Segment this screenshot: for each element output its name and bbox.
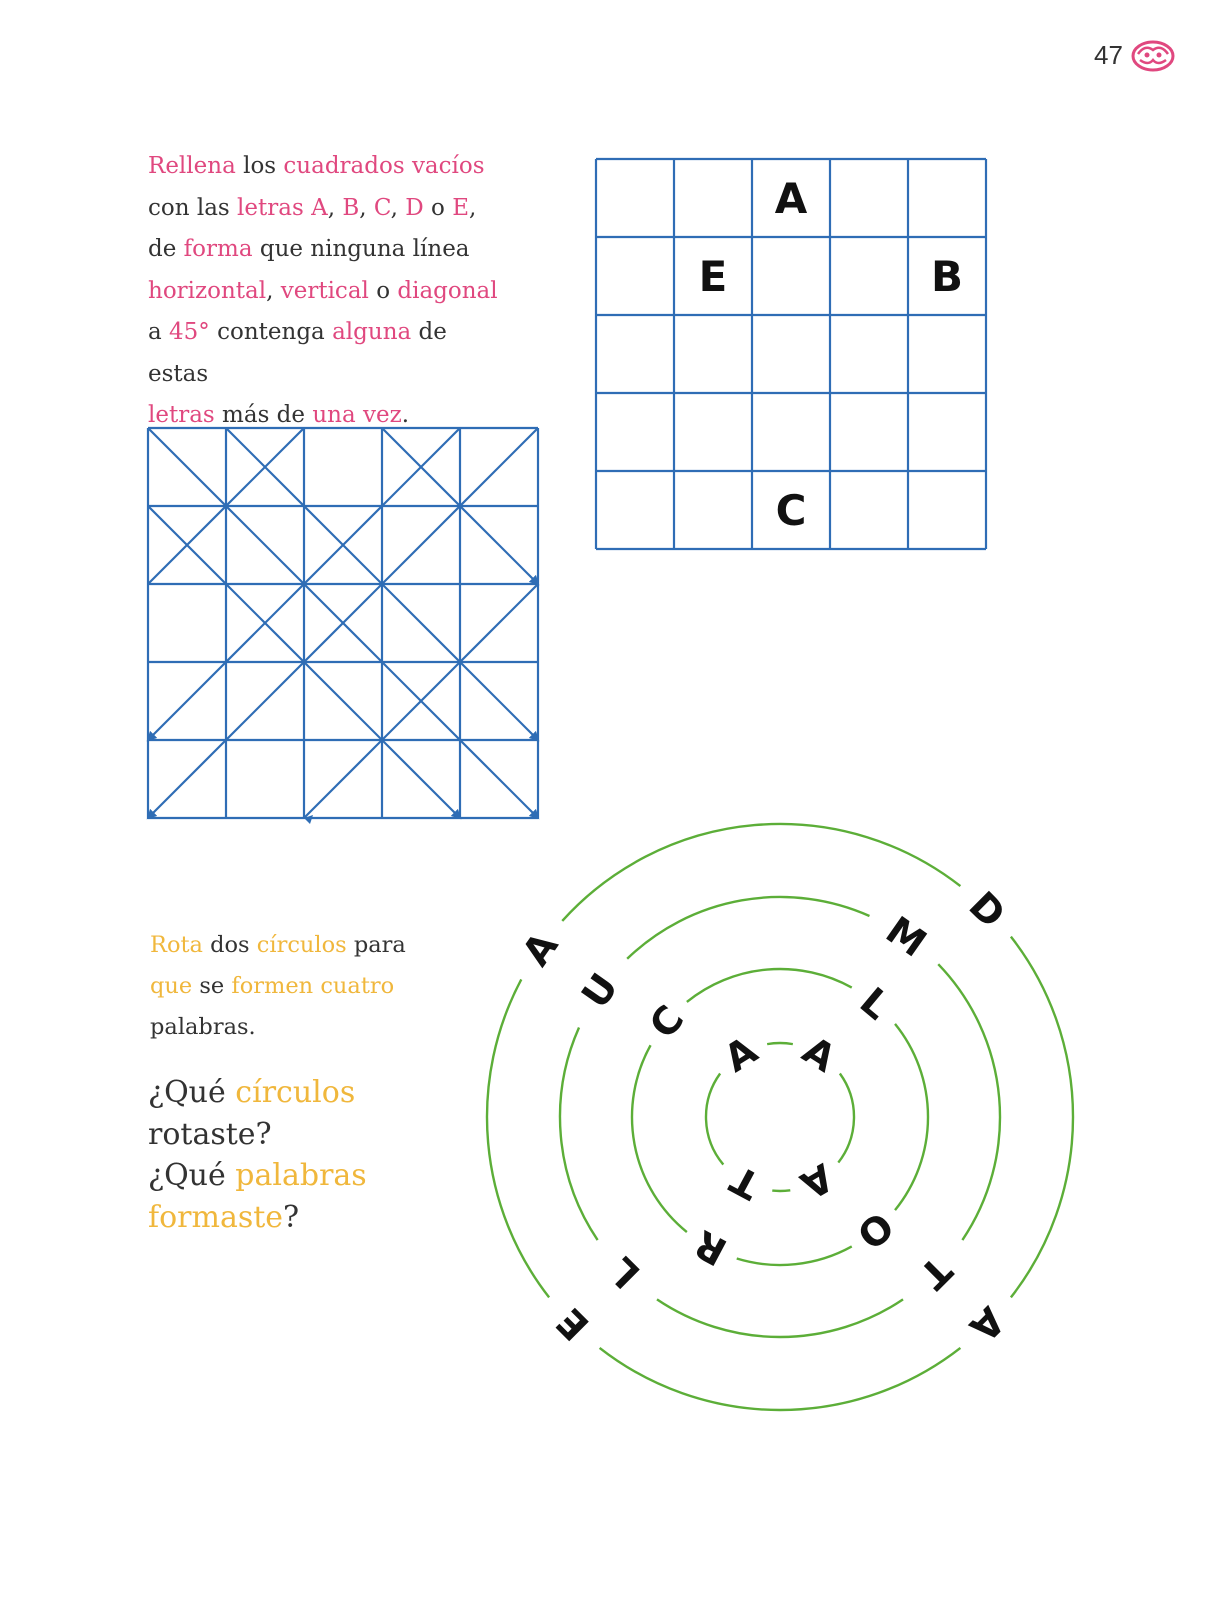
ring-letter: O xyxy=(848,1203,902,1258)
text-line xyxy=(148,146,508,188)
highlighted-word: círculos xyxy=(235,1075,356,1110)
text-segment: se xyxy=(192,973,232,999)
puzzle2-instruction xyxy=(150,925,470,1048)
highlighted-word: horizontal xyxy=(148,277,267,304)
puzzle2-questions xyxy=(148,1072,448,1238)
highlighted-word: palabras xyxy=(235,1158,367,1193)
highlighted-word: Rota xyxy=(150,932,203,958)
ring-letter: D xyxy=(960,883,1014,937)
text-line xyxy=(150,1007,470,1048)
text-segment: , xyxy=(266,277,281,304)
text-segment: los xyxy=(235,153,284,179)
circle-outer[interactable] xyxy=(600,1348,961,1410)
ring-letter: A xyxy=(793,1154,841,1208)
text-segment: o xyxy=(368,277,398,304)
text-line xyxy=(148,1072,448,1114)
text-segment: palabras. xyxy=(150,1014,256,1040)
text-line xyxy=(148,1197,448,1239)
text-segment: , xyxy=(390,194,406,221)
text-segment: más de xyxy=(214,402,313,428)
text-line xyxy=(148,188,508,230)
text-line xyxy=(148,312,508,395)
text-line xyxy=(150,925,470,966)
highlighted-word: E xyxy=(452,194,469,221)
ring-letter: R xyxy=(687,1221,734,1274)
text-segment: , xyxy=(359,194,374,221)
text-line xyxy=(148,271,508,313)
circle-inner[interactable] xyxy=(706,1074,723,1165)
grid-cell-letter: A xyxy=(774,174,808,223)
highlighted-word: que xyxy=(150,973,193,999)
highlighted-word: una vez xyxy=(312,402,402,428)
text-segment: , xyxy=(469,194,477,221)
text-line xyxy=(148,1155,448,1197)
text-segment: de xyxy=(148,236,184,262)
text-line xyxy=(148,229,508,271)
ring-letter: M xyxy=(878,907,935,966)
text-segment: rotaste? xyxy=(148,1116,272,1152)
text-segment: dos xyxy=(202,932,257,958)
text-segment: que ninguna línea xyxy=(252,236,470,262)
highlighted-word: forma xyxy=(183,236,253,262)
text-segment: para xyxy=(346,932,406,958)
ring-letter: A xyxy=(716,1027,765,1081)
circle-third[interactable] xyxy=(687,969,852,1002)
highlighted-word: letras A xyxy=(237,194,328,221)
grid-cell-letter: E xyxy=(698,252,728,301)
ring-letter: L xyxy=(851,978,899,1029)
circle-inner[interactable] xyxy=(767,1043,793,1044)
circle-outer[interactable] xyxy=(487,979,549,1297)
text-segment: a xyxy=(148,319,170,345)
ring-letter: U xyxy=(572,965,627,1017)
text-segment: ¿Qué xyxy=(148,1158,236,1193)
puzzle1-instruction xyxy=(148,146,508,437)
ring-letter: L xyxy=(600,1248,649,1297)
ring-letter: A xyxy=(513,924,567,974)
circle-inner[interactable] xyxy=(838,1074,854,1163)
highlighted-word: alguna xyxy=(332,319,412,345)
publisher-logo-icon xyxy=(1130,36,1176,76)
highlighted-word: Rellena xyxy=(148,153,236,179)
ring-letter: T xyxy=(723,1156,768,1208)
text-segment: contenga xyxy=(209,319,333,345)
text-segment: ¿Qué xyxy=(148,1075,236,1110)
grid-cell-letter: C xyxy=(775,486,807,535)
highlighted-word: C xyxy=(373,194,391,221)
highlighted-word: diagonal xyxy=(397,277,498,304)
highlighted-word: cuadrados vacíos xyxy=(283,153,485,179)
circle-third[interactable] xyxy=(632,1045,687,1232)
circle-second[interactable] xyxy=(938,964,1000,1240)
circle-second[interactable] xyxy=(560,1028,598,1241)
highlighted-word: 45° xyxy=(169,319,210,345)
text-line xyxy=(148,1114,448,1156)
letter-grid xyxy=(590,152,1000,562)
highlighted-word: D xyxy=(405,194,424,221)
highlighted-word: círculos xyxy=(256,932,347,958)
ring-letter: E xyxy=(548,1299,598,1349)
circle-outer[interactable] xyxy=(1011,937,1073,1298)
highlighted-word: B xyxy=(342,194,360,221)
ring-letter: T xyxy=(910,1247,961,1298)
highlighted-word: vertical xyxy=(280,277,369,304)
ring-letter: C xyxy=(640,997,693,1047)
text-segment: . xyxy=(401,402,410,428)
highlighted-word: letras xyxy=(148,402,215,428)
highlighted-word: formen cuatro xyxy=(231,973,395,999)
highlighted-word: formaste xyxy=(148,1199,284,1235)
circle-third[interactable] xyxy=(737,1246,852,1265)
grid-cell-letter: B xyxy=(930,252,964,301)
circle-second[interactable] xyxy=(657,1299,903,1337)
text-segment: o xyxy=(423,194,453,221)
circle-second[interactable] xyxy=(627,897,869,959)
circle-third[interactable] xyxy=(895,1024,928,1210)
diagonal-lines-grid xyxy=(140,420,550,830)
concentric-circles-puzzle xyxy=(480,815,1080,1415)
circle-outer[interactable] xyxy=(562,824,960,921)
ring-letter: A xyxy=(961,1298,1014,1351)
text-line xyxy=(150,966,470,1007)
text-segment: con las xyxy=(148,194,238,221)
ring-letter: A xyxy=(795,1027,844,1081)
circle-inner[interactable] xyxy=(772,1190,790,1191)
page-number: 47 xyxy=(1094,40,1123,70)
text-segment: ? xyxy=(283,1199,300,1235)
text-segment: , xyxy=(327,194,343,221)
text-segment: de estas xyxy=(148,319,447,387)
